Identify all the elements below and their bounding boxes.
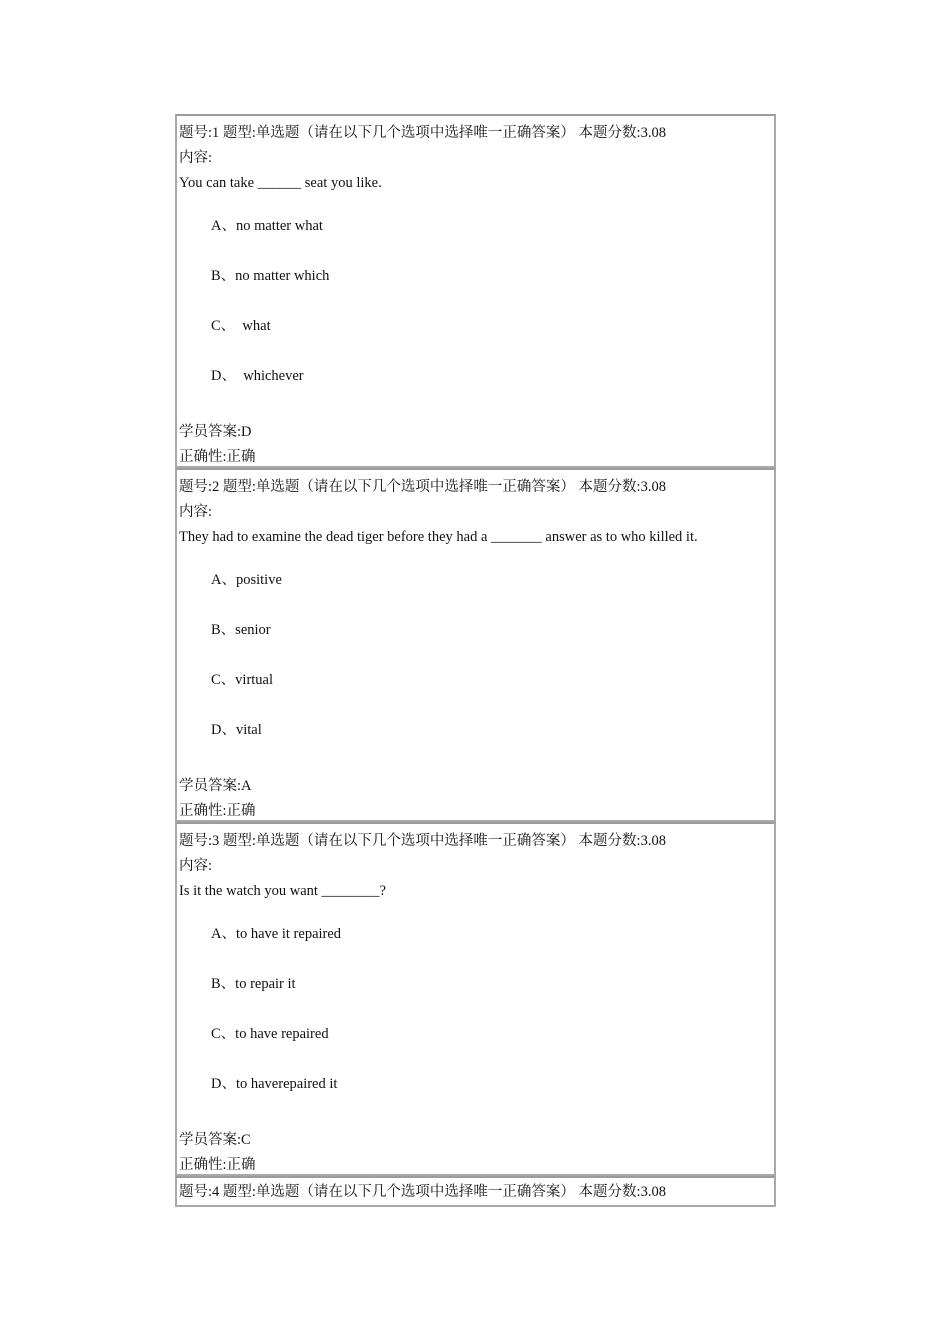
student-answer: 学员答案:C bbox=[179, 1132, 251, 1148]
student-answer: 学员答案:A bbox=[179, 778, 252, 794]
quiz-document bbox=[175, 114, 776, 1207]
option-d: D、to haverepaired it bbox=[211, 1076, 338, 1092]
option-b: B、to repair it bbox=[211, 976, 296, 992]
option-b: B、no matter which bbox=[211, 268, 330, 284]
option-a: A、to have it repaired bbox=[211, 926, 342, 942]
option-d: D、 whichever bbox=[211, 368, 304, 384]
question-stem: You can take ______ seat you like. bbox=[179, 175, 382, 191]
student-answer: 学员答案:D bbox=[179, 424, 252, 440]
option-d: D、vital bbox=[211, 722, 262, 738]
question-header: 题号:3 题型:单选题（请在以下几个选项中选择唯一正确答案） 本题分数:3.08 bbox=[179, 833, 666, 849]
option-c: C、to have repaired bbox=[211, 1026, 329, 1042]
question-block-1 bbox=[175, 114, 776, 468]
option-a: A、positive bbox=[211, 572, 282, 588]
option-c: C、 what bbox=[211, 318, 271, 334]
option-c: C、virtual bbox=[211, 672, 274, 688]
correctness: 正确性:正确 bbox=[179, 1157, 256, 1173]
content-label: 内容: bbox=[179, 858, 213, 874]
content-label: 内容: bbox=[179, 504, 213, 520]
question-stem: They had to examine the dead tiger before they had a _______ answer as to who killed it. bbox=[179, 529, 698, 545]
option-a: A、no matter what bbox=[211, 218, 323, 234]
question-header: 题号:1 题型:单选题（请在以下几个选项中选择唯一正确答案） 本题分数:3.08 bbox=[179, 125, 666, 141]
question-block-4 bbox=[175, 1176, 776, 1207]
question-stem: Is it the watch you want ________? bbox=[179, 883, 386, 899]
question-block-3 bbox=[175, 822, 776, 1176]
question-header: 题号:2 题型:单选题（请在以下几个选项中选择唯一正确答案） 本题分数:3.08 bbox=[179, 479, 666, 495]
question-block-2 bbox=[175, 468, 776, 822]
correctness: 正确性:正确 bbox=[179, 449, 256, 465]
question-header: 题号:4 题型:单选题（请在以下几个选项中选择唯一正确答案） 本题分数:3.08 bbox=[179, 1184, 666, 1200]
content-label: 内容: bbox=[179, 150, 213, 166]
option-b: B、senior bbox=[211, 622, 271, 638]
correctness: 正确性:正确 bbox=[179, 803, 256, 819]
